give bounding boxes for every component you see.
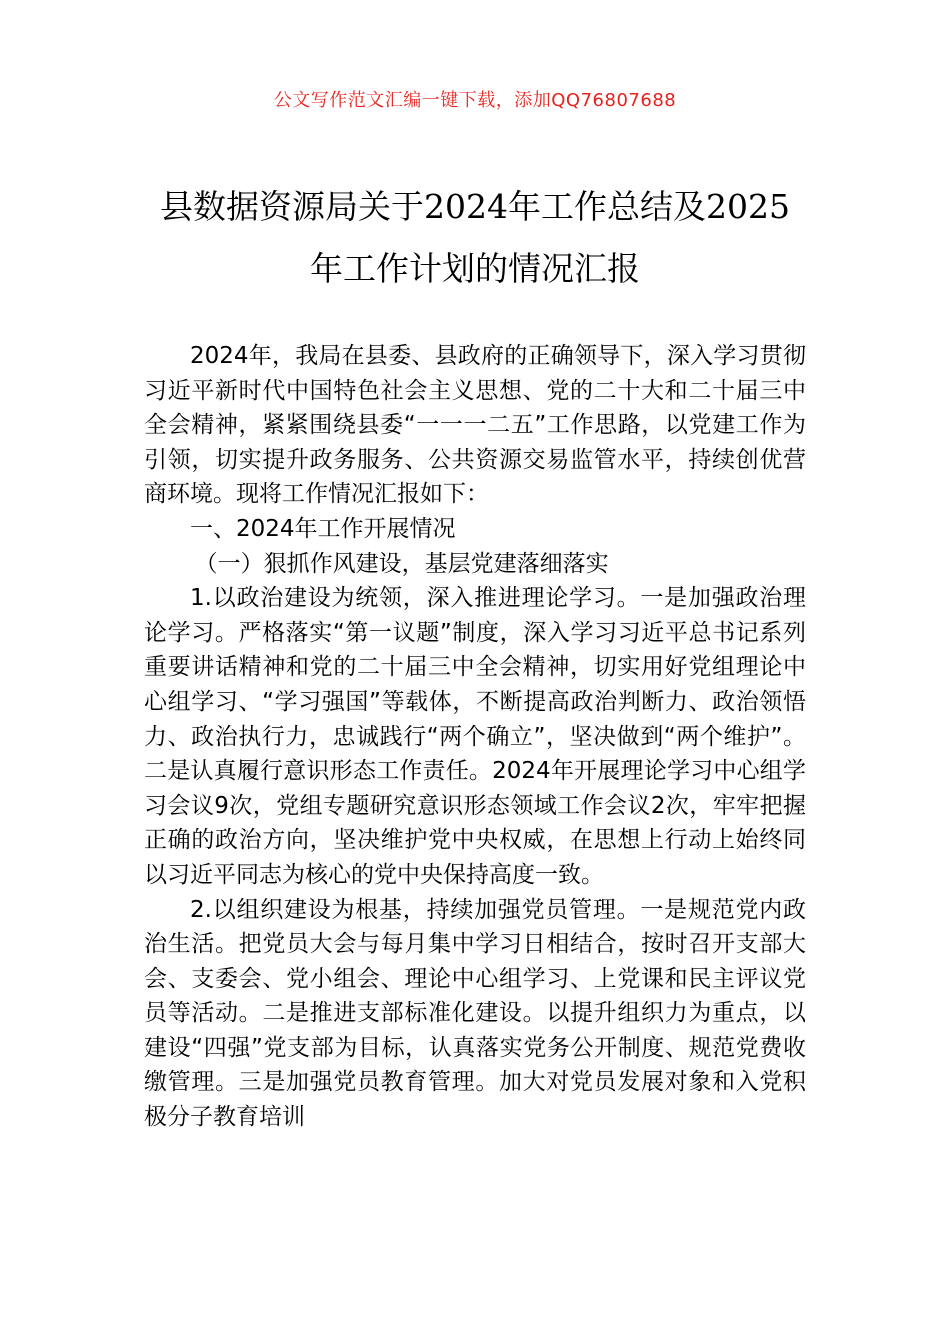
intro-paragraph: 2024年，我局在县委、县政府的正确领导下，深入学习贯彻习近平新时代中国特色社会主义思想、党的二十大和二十届三中全会精神，紧紧围绕县委“一一一二五”工作思路，以党建工作为引领，切实提升政务服务、公共资源交易监管水平，持续创优营商环境。现将工作情况汇报如下： <box>144 343 806 508</box>
item-paragraph-2: 2.以组织建设为根基，持续加强党员管理。一是规范党内政治生活。把党员大会与每月集中学习日相结合，按时召开支部大会、支委会、党小组会、理论中心组学习、上党课和民主评议党员等活动。二是推进支部标准化建设。以提升组织力为重点，以建设“四强”党支部为目标，认真落实党务公开制度、规范党费收缴管理。三是加强党员教育管理。加大对党员发展对象和入党积极分子教育培训 <box>144 896 806 1131</box>
title-line-1: 县数据资源局关于2024年工作总结及2025 <box>160 187 790 226</box>
subsection-heading-1: （一）狠抓作风建设，基层党建落细落实 <box>194 550 609 577</box>
document-body <box>144 339 806 1135</box>
download-promo-note: 公文写作范文汇编一键下载，添加QQ76807688 <box>273 90 677 111</box>
document-title <box>120 176 830 300</box>
section-heading-1: 一、2024年工作开展情况 <box>190 515 456 542</box>
title-line-2: 年工作计划的情况汇报 <box>310 249 640 288</box>
item-paragraph-1: 1.以政治建设为统领，深入推进理论学习。一是加强政治理论学习。严格落实“第一议题”制度，深入学习习近平总书记系列重要讲话精神和党的二十届三中全会精神，切实用好党组理论中心组学习、“学习强国”等载体，不断提高政治判断力、政治领悟力、政治执行力，忠诚践行“两个确立”，坚决做到“两个维护”。二是认真履行意识形态工作责任。2024年开展理论学习中心组学习会议9次，党组专题研究意识形态领域工作会议2次，牢牢把握正确的政治方向，坚决维护党中央权威，在思想上行动上始终同以习近平同志为核心的党中央保持高度一致。 <box>144 585 806 888</box>
